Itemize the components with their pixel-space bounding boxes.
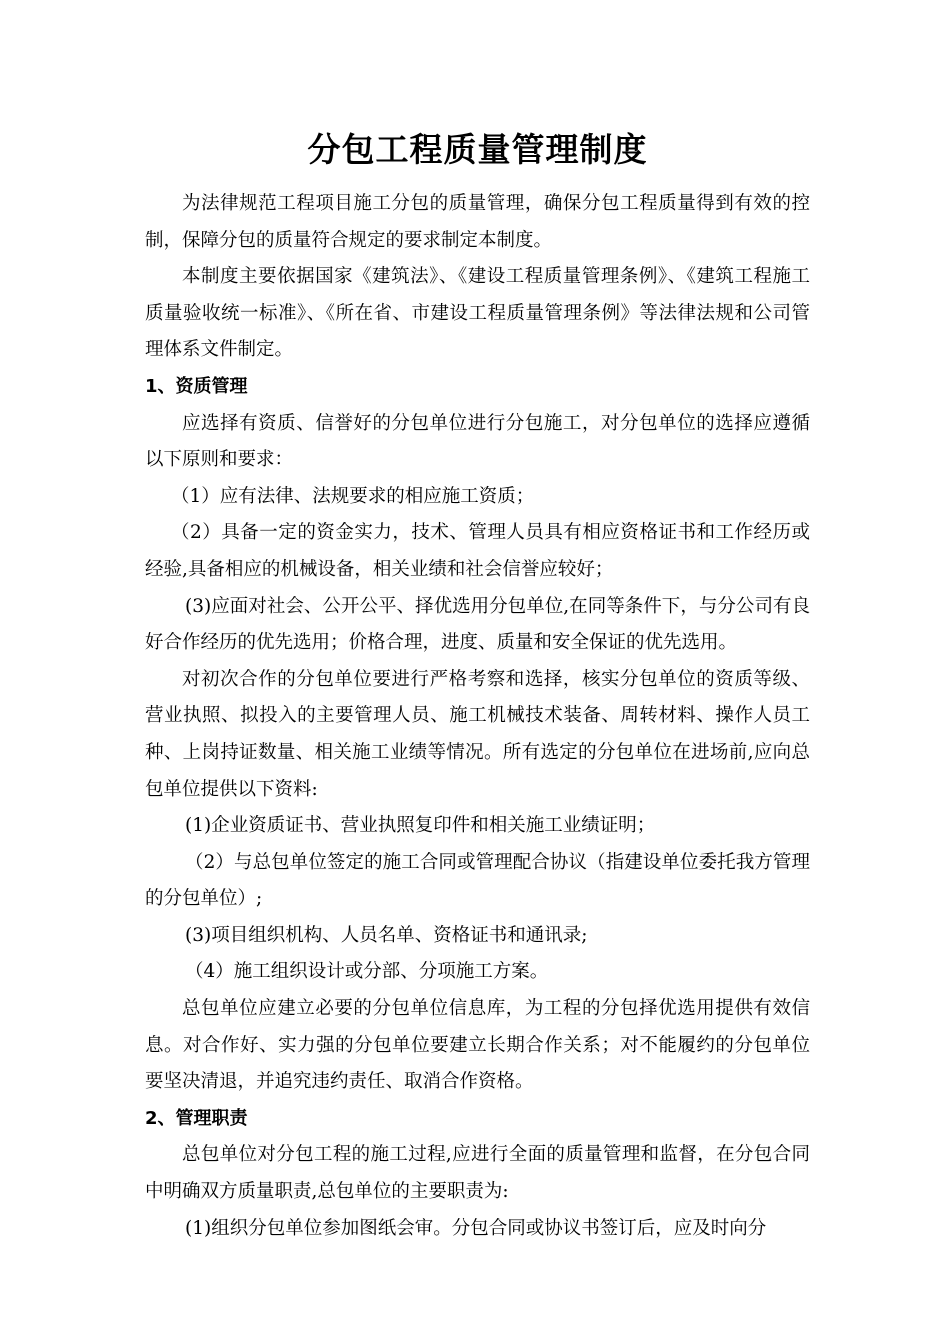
section1-item-1: （1）应有法律、法规要求的相应施工资质； bbox=[171, 485, 535, 507]
section1-item-3: (3)应面对社会、公开公平、择优选用分包单位,在同等条件下，与分公司有良好合作经历的优先选用；价格合理，进度、质量和安全保证的优先选用。 bbox=[145, 595, 810, 654]
section2-intro: 总包单位对分包工程的施工过程,应进行全面的质量管理和监督，在分包合同中明确双方质量职责,总包单位的主要职责为: bbox=[145, 1144, 810, 1203]
section1-doc-item-2: （2）与总包单位签定的施工合同或管理配合协议（指建设单位委托我方管理的分包单位）; bbox=[145, 851, 810, 910]
section1-doc-item-4: （4）施工组织设计或分部、分项施工方案。 bbox=[185, 961, 549, 983]
section1-paragraph-3: 总包单位应建立必要的分包单位信息库，为工程的分包择优选用提供有效信息。对合作好、实力强的分包单位要建立长期合作关系；对不能履约的分包单位要坚决清退，并追究违约责任、取消合作资格。 bbox=[145, 998, 810, 1093]
section-heading-responsibilities: 2、管理职责 bbox=[145, 1107, 248, 1129]
document-body bbox=[145, 186, 810, 1247]
section1-paragraph-2: 对初次合作的分包单位要进行严格考察和选择，核实分包单位的资质等级、营业执照、拟投入的主要管理人员、施工机械技术装备、周转材料、操作人员工种、上岗持证数量、相关施工业绩等情况。所有选定的分包单位在进场前,应向总包单位提供以下资料: bbox=[145, 668, 810, 800]
intro-paragraph-2: 本制度主要依据国家《建筑法》、《建设工程质量管理条例》、《建筑工程施工质量验收统一标准》、《所在省、市建设工程质量管理条例》等法律法规和公司管理体系文件制定。 bbox=[145, 266, 810, 361]
section2-item-1: (1)组织分包单位参加图纸会审。分包合同或协议书签订后，应及时向分 bbox=[185, 1217, 767, 1239]
document-title: 分包工程质量管理制度 bbox=[307, 130, 648, 169]
section1-doc-item-1: (1)企业资质证书、营业执照复印件和相关施工业绩证明； bbox=[185, 815, 656, 837]
section1-doc-item-3: (3)项目组织机构、人员名单、资格证书和通讯录; bbox=[185, 924, 588, 946]
intro-paragraph-1: 为法律规范工程项目施工分包的质量管理，确保分包工程质量得到有效的控制，保障分包的质量符合规定的要求制定本制度。 bbox=[145, 193, 810, 251]
section1-item-2: （2）具备一定的资金实力，技术、管理人员具有相应资格证书和工作经历或经验,具备相应的机械设备，相关业绩和社会信誉应较好； bbox=[145, 522, 810, 580]
section-heading-qualification: 1、资质管理 bbox=[145, 375, 248, 397]
section1-intro: 应选择有资质、信誉好的分包单位进行分包施工，对分包单位的选择应遵循以下原则和要求： bbox=[145, 412, 810, 471]
